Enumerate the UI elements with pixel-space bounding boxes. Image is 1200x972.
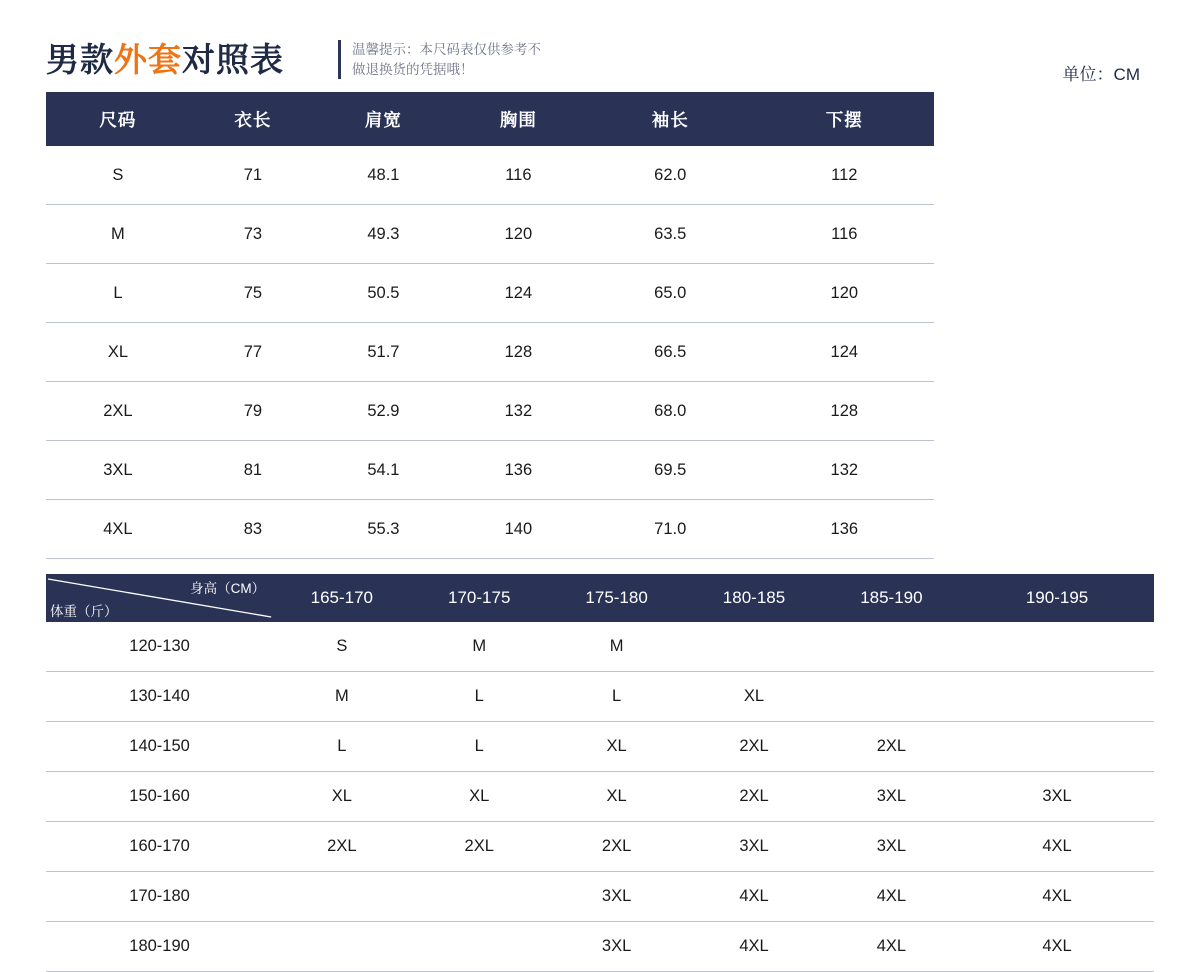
recommendation-col-1: 170-175	[411, 574, 548, 622]
cell-hem: 128	[755, 382, 934, 441]
table-row	[46, 146, 934, 205]
table-row	[46, 822, 1154, 872]
table-row	[46, 205, 934, 264]
table-row	[46, 622, 1154, 672]
cell-size-rec: XL	[411, 772, 548, 822]
cell-length: 83	[190, 500, 316, 559]
cell-size-rec	[823, 672, 960, 722]
cell-size-rec: XL	[548, 722, 685, 772]
cell-weight-range: 160-170	[46, 822, 273, 872]
cell-size-rec: 3XL	[823, 772, 960, 822]
cell-size-rec: L	[273, 722, 410, 772]
cell-size-rec: XL	[273, 772, 410, 822]
table-row	[46, 872, 1154, 922]
cell-length: 79	[190, 382, 316, 441]
table-row	[46, 382, 934, 441]
table-row	[46, 323, 934, 382]
cell-size-rec: 3XL	[960, 772, 1154, 822]
size-spec-col-4: 袖长	[586, 92, 755, 146]
cell-sleeve: 65.0	[586, 264, 755, 323]
cell-size-rec: 2XL	[548, 822, 685, 872]
cell-size-rec: S	[273, 622, 410, 672]
recommendation-header-row	[46, 574, 1154, 622]
axis-corner-cell	[46, 574, 273, 622]
recommendation-col-3: 180-185	[685, 574, 822, 622]
cell-bust: 124	[451, 264, 586, 323]
page-title-part1: 男款	[46, 41, 114, 78]
size-recommendation-table	[46, 574, 1154, 972]
cell-length: 75	[190, 264, 316, 323]
cell-bust: 136	[451, 441, 586, 500]
cell-size-rec: M	[548, 622, 685, 672]
cell-size-rec	[960, 722, 1154, 772]
cell-size-rec	[960, 622, 1154, 672]
cell-size-rec	[960, 672, 1154, 722]
cell-hem: 116	[755, 205, 934, 264]
cell-size-rec: 4XL	[960, 922, 1154, 972]
cell-size-rec: 2XL	[411, 822, 548, 872]
cell-size: S	[46, 146, 190, 205]
page-header	[46, 28, 1154, 90]
cell-size-rec: 3XL	[823, 822, 960, 872]
cell-hem: 112	[755, 146, 934, 205]
cell-size: L	[46, 264, 190, 323]
cell-size: 3XL	[46, 441, 190, 500]
cell-size-rec: L	[548, 672, 685, 722]
unit-label: 单位：CM	[1062, 65, 1140, 84]
cell-size-rec: XL	[685, 672, 822, 722]
size-spec-col-3: 胸围	[451, 92, 586, 146]
cell-size-rec: L	[411, 672, 548, 722]
size-spec-table-container	[46, 92, 934, 559]
cell-hem: 136	[755, 500, 934, 559]
cell-weight-range: 180-190	[46, 922, 273, 972]
cell-bust: 132	[451, 382, 586, 441]
cell-size-rec: 4XL	[960, 872, 1154, 922]
cell-shoulder: 51.7	[316, 323, 451, 382]
cell-sleeve: 62.0	[586, 146, 755, 205]
cell-bust: 140	[451, 500, 586, 559]
table-row	[46, 772, 1154, 822]
tip-line-2: 做退换货的凭据哦！	[352, 61, 474, 77]
page-title-accent: 外套	[114, 41, 182, 78]
cell-sleeve: 63.5	[586, 205, 755, 264]
cell-shoulder: 49.3	[316, 205, 451, 264]
cell-hem: 124	[755, 323, 934, 382]
table-row	[46, 922, 1154, 972]
cell-size-rec: 2XL	[273, 822, 410, 872]
cell-size-rec	[411, 872, 548, 922]
cell-size-rec	[273, 872, 410, 922]
cell-size-rec: 3XL	[548, 922, 685, 972]
cell-length: 73	[190, 205, 316, 264]
cell-size-rec	[411, 922, 548, 972]
cell-size-rec: M	[411, 622, 548, 672]
cell-size-rec: 4XL	[823, 922, 960, 972]
cell-size-rec: XL	[548, 772, 685, 822]
cell-length: 77	[190, 323, 316, 382]
cell-weight-range: 150-160	[46, 772, 273, 822]
cell-size-rec: 3XL	[548, 872, 685, 922]
cell-size-rec: 4XL	[823, 872, 960, 922]
axis-weight-label: 体重（斤）	[50, 604, 118, 619]
recommendation-col-2: 175-180	[548, 574, 685, 622]
size-spec-col-2: 肩宽	[316, 92, 451, 146]
page-title	[46, 34, 284, 81]
page-title-part2: 对照表	[182, 41, 284, 78]
cell-shoulder: 55.3	[316, 500, 451, 559]
cell-shoulder: 52.9	[316, 382, 451, 441]
cell-size: XL	[46, 323, 190, 382]
cell-size-rec: 2XL	[685, 772, 822, 822]
table-row	[46, 500, 934, 559]
tip-note	[338, 40, 541, 79]
cell-size: 4XL	[46, 500, 190, 559]
cell-sleeve: 69.5	[586, 441, 755, 500]
cell-size: M	[46, 205, 190, 264]
cell-sleeve: 66.5	[586, 323, 755, 382]
size-spec-header-row	[46, 92, 934, 146]
cell-size-rec: L	[411, 722, 548, 772]
size-spec-col-5: 下摆	[755, 92, 934, 146]
cell-size-rec: 4XL	[960, 822, 1154, 872]
cell-weight-range: 170-180	[46, 872, 273, 922]
table-row	[46, 441, 934, 500]
cell-size-rec	[273, 922, 410, 972]
cell-size-rec: 3XL	[685, 822, 822, 872]
cell-hem: 120	[755, 264, 934, 323]
cell-size-rec: 4XL	[685, 872, 822, 922]
cell-weight-range: 120-130	[46, 622, 273, 672]
cell-shoulder: 54.1	[316, 441, 451, 500]
cell-bust: 120	[451, 205, 586, 264]
cell-shoulder: 48.1	[316, 146, 451, 205]
cell-sleeve: 68.0	[586, 382, 755, 441]
recommendation-col-4: 185-190	[823, 574, 960, 622]
cell-size-rec: 2XL	[823, 722, 960, 772]
cell-size-rec: M	[273, 672, 410, 722]
tip-line-1: 温馨提示：本尺码表仅供参考不	[352, 42, 541, 57]
table-row	[46, 672, 1154, 722]
size-spec-table	[46, 92, 934, 559]
recommendation-col-0: 165-170	[273, 574, 410, 622]
size-spec-col-1: 衣长	[190, 92, 316, 146]
cell-bust: 116	[451, 146, 586, 205]
cell-shoulder: 50.5	[316, 264, 451, 323]
recommendation-col-5: 190-195	[960, 574, 1154, 622]
cell-weight-range: 140-150	[46, 722, 273, 772]
cell-size-rec: 2XL	[685, 722, 822, 772]
size-spec-col-0: 尺码	[46, 92, 190, 146]
cell-weight-range: 130-140	[46, 672, 273, 722]
cell-sleeve: 71.0	[586, 500, 755, 559]
cell-bust: 128	[451, 323, 586, 382]
axis-height-label: 身高（CM）	[190, 581, 266, 596]
size-recommendation-table-container	[46, 574, 1154, 972]
cell-size: 2XL	[46, 382, 190, 441]
cell-length: 71	[190, 146, 316, 205]
cell-hem: 132	[755, 441, 934, 500]
cell-length: 81	[190, 441, 316, 500]
cell-size-rec: 4XL	[685, 922, 822, 972]
table-row	[46, 264, 934, 323]
cell-size-rec	[685, 622, 822, 672]
cell-size-rec	[823, 622, 960, 672]
table-row	[46, 722, 1154, 772]
